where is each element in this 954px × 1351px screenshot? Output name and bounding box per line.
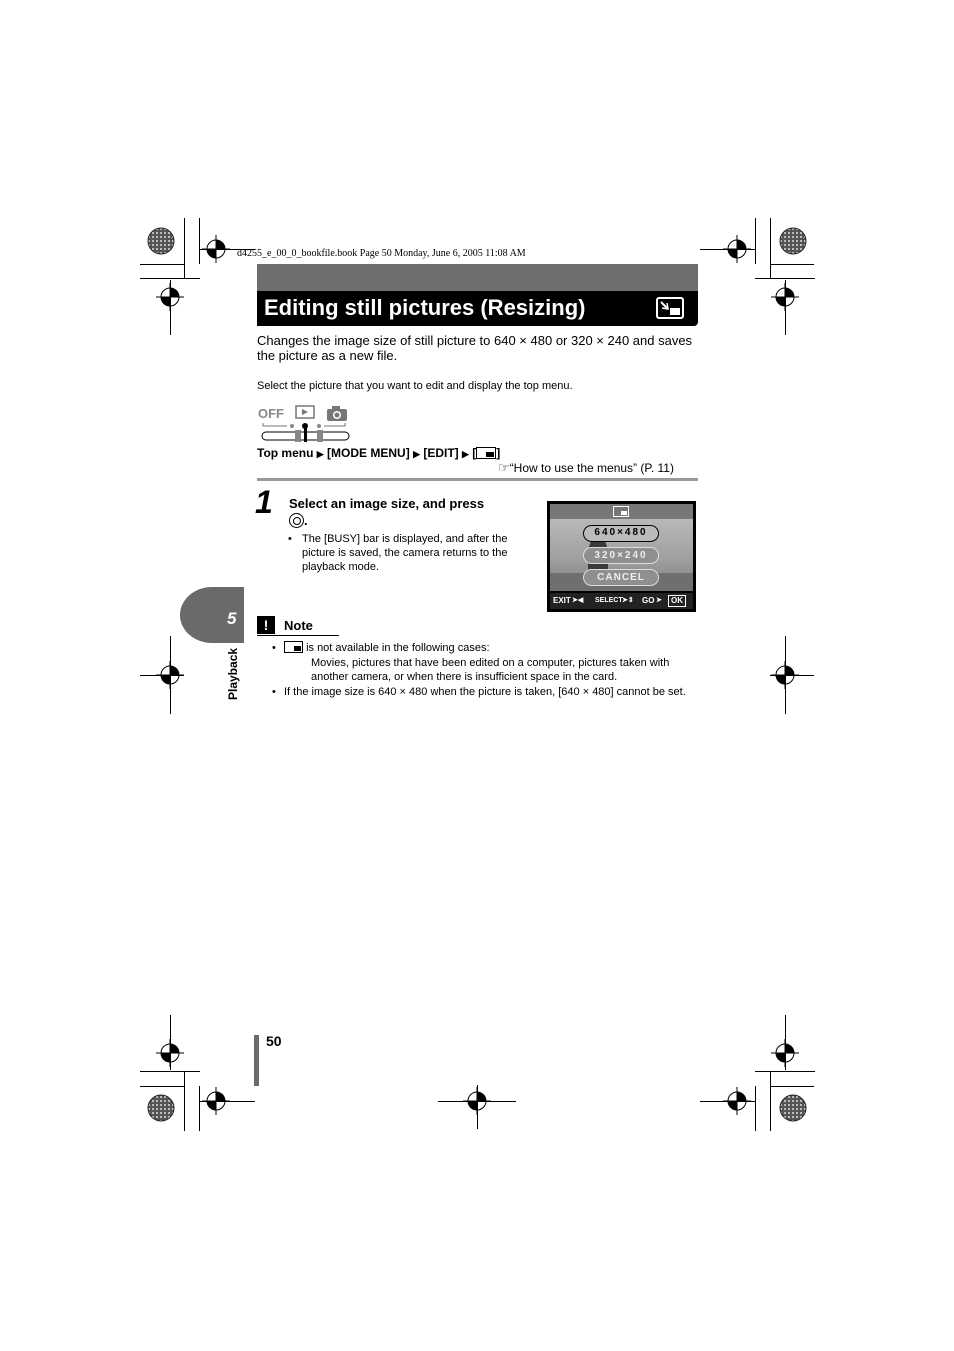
- intro-text: Changes the image size of still picture to 640 × 480 or 320 × 240 and saves the picture as a new file.: [257, 333, 693, 363]
- step-number: 1: [255, 484, 273, 520]
- chapter-label: Playback: [226, 647, 240, 700]
- menu-top: Top menu: [257, 446, 314, 460]
- arrow-right-icon: ▶: [462, 449, 469, 459]
- lcd-option-640x480[interactable]: 640×480: [583, 525, 659, 542]
- note-exclamation-icon: !: [257, 616, 275, 634]
- note-item-1-detail: Movies, pictures that have been edited on a computer, pictures taken with another camera, or when there is insufficient space in the card.: [311, 657, 670, 683]
- lcd-select-label: SELECT: [595, 597, 623, 604]
- reference-text: “How to use the menus” (P. 11): [509, 461, 674, 475]
- menu-bracket-close: ]: [496, 446, 501, 460]
- playback-icon: [302, 409, 308, 415]
- step-text: [289, 496, 524, 529]
- chapter-number: 5: [227, 609, 237, 628]
- note-item-1-text: is not available in the following cases:: [306, 642, 490, 654]
- lcd-go-label: GO: [642, 596, 655, 605]
- lcd-option-320x240[interactable]: 320×240: [583, 547, 659, 564]
- lcd-option-cancel[interactable]: CANCEL: [583, 569, 659, 586]
- arrow-left-icon: ➤◀: [572, 597, 584, 604]
- lcd-exit-label: EXIT: [553, 596, 571, 605]
- mode-dial: [257, 404, 353, 444]
- mode-dial-graphic: [257, 404, 353, 444]
- lcd-ok-label: OK: [668, 595, 686, 607]
- menu-mode: [MODE MENU]: [327, 446, 410, 460]
- page-number: 50: [266, 1033, 282, 1049]
- resize-icon: [476, 447, 496, 459]
- menu-reference: [498, 460, 674, 476]
- arrow-updown-icon: ➤⇕: [622, 597, 634, 604]
- step-instruction: Select an image size, and press: [289, 496, 485, 511]
- file-header-stamp: d4255_e_00_0_bookfile.book Page 50 Monday, June 6, 2005 11:08 AM: [237, 248, 526, 259]
- note-item-2: If the image size is 640 × 480 when the picture is taken, [640 × 480] cannot be set.: [284, 686, 686, 698]
- section-divider: [257, 478, 698, 481]
- note-item-1: [284, 641, 704, 655]
- note-underline: [257, 635, 339, 636]
- arrow-right-icon: ▶: [316, 449, 324, 459]
- camera-lcd-screen: [547, 501, 696, 612]
- menu-bracket-open: [: [472, 446, 477, 460]
- menu-path: [257, 446, 500, 460]
- step-bullet: • The [BUSY] bar is displayed, and after the picture is saved, the camera returns to the playback mode.: [290, 532, 520, 574]
- ok-button-icon: [289, 513, 304, 528]
- page-title: Editing still pictures (Resizing): [264, 295, 586, 320]
- step-bullet-text: The [BUSY] bar is displayed, and after the picture is saved, the camera returns to the playback mode.: [302, 533, 508, 573]
- resize-icon: [656, 297, 684, 319]
- mode-off-label: OFF: [258, 406, 284, 421]
- reference-hand-icon: ☞: [498, 460, 510, 475]
- arrow-right-icon: ▶: [413, 449, 420, 459]
- lcd-top-bar: [550, 504, 693, 519]
- menu-edit: [EDIT]: [423, 446, 459, 460]
- arrow-right-icon: ➤: [656, 597, 662, 604]
- lcd-bottom-bar: [550, 593, 693, 609]
- step-period: .: [304, 513, 308, 528]
- resize-icon: [284, 641, 303, 653]
- page-number-bar: [254, 1035, 259, 1086]
- title-band: [257, 264, 698, 291]
- instruction-text: Select the picture that you want to edit and display the top menu.: [257, 380, 573, 392]
- note-title: Note: [284, 618, 313, 633]
- resize-icon: [613, 506, 629, 517]
